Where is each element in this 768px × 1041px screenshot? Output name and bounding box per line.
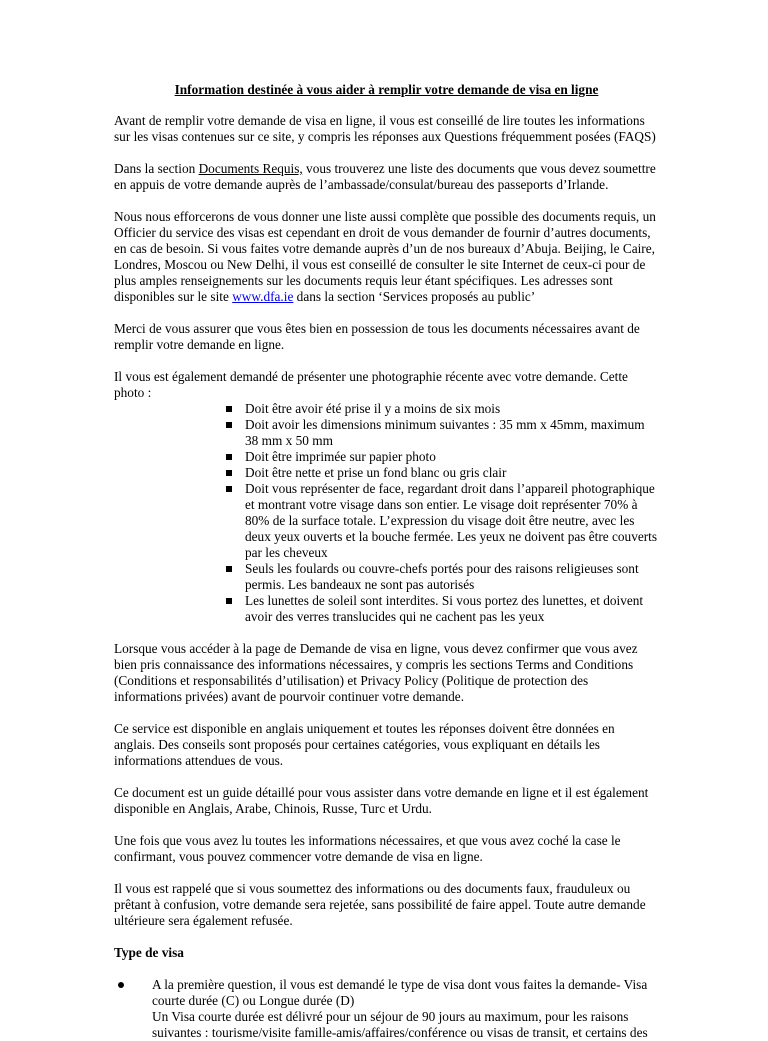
paragraph-text: vous trouverez une liste des documents que vous devez soumettre en appuis de votre demande auprès de l’ambassade/consulat/bureau des passeports d’Irlande. xyxy=(114,161,656,192)
square-bullet-icon xyxy=(226,566,232,572)
list-item xyxy=(114,977,659,1041)
round-bullet-icon xyxy=(118,982,124,988)
language-paragraph: Ce service est disponible en anglais uniquement et toutes les réponses doivent être données en anglais. Des conseils sont proposés pour certaines catégories, vous expliquant en détails les informations attendues de vous. xyxy=(114,721,615,768)
document-title: Information destinée à vous aider à remplir votre demande de visa en ligne xyxy=(174,82,599,97)
list-item-text: Doit être nette et prise un fond blanc ou gris clair xyxy=(245,465,507,480)
list-item xyxy=(114,449,659,465)
list-item-text: Les lunettes de soleil sont interdites. Si vous portez des lunettes, et doivent avoir des verres translucides qui ne cachent pas les yeux xyxy=(245,593,644,624)
list-item xyxy=(114,481,659,561)
list-item-text: Doit être imprimée sur papier photo xyxy=(245,449,436,464)
paragraph-text: Dans la section xyxy=(114,161,199,176)
documents-list-paragraph xyxy=(114,209,659,305)
visa-type-list xyxy=(114,977,659,1041)
square-bullet-icon xyxy=(226,406,232,412)
square-bullet-icon xyxy=(226,454,232,460)
list-item xyxy=(114,561,659,593)
section-heading-type-visa: Type de visa xyxy=(114,945,184,960)
paragraph-text: Nous nous efforcerons de vous donner une liste aussi complète que possible des documents requis, un Officier du service des visas est cependant en droit de vous demander de fournir d’autres documents, en cas de besoin. Si vous faites votre demande auprès d’un de nos bureaux d’Abuja. Beijing, le Caire, Londres, Moscou ou New Delhi, il vous est conseillé de consulter le site Internet de ceux-ci pour de plus amples renseignements sur les documents requis leur étant spécifiques. Les adresses sont disponibles sur le site xyxy=(114,209,656,304)
terms-paragraph: Lorsque vous accéder à la page de Demande de visa en ligne, vous devez confirmer que vous avez bien pris connaissance des informations nécessaires, y compris les sections Terms and Conditions (Conditions et responsabilités d’utilisation) et Privacy Policy (Politique de protection des informations privées) avant de pourvoir continuer votre demande. xyxy=(114,641,638,704)
list-item-text: A la première question, il vous est demandé le type de visa dont vous faites la demande- Visa courte durée (C) ou Longue durée (D) xyxy=(152,977,648,1008)
guide-paragraph: Ce document est un guide détaillé pour vous assister dans votre demande en ligne et il est également disponible en Anglais, Arabe, Chinois, Russe, Turc et Urdu. xyxy=(114,785,649,816)
list-item-text: Un Visa courte durée est délivré pour un séjour de 90 jours au maximum, pour les raisons suivantes : tourisme/visite famille-amis/affaires/conférence ou visas de transit, et certains des xyxy=(152,1009,648,1040)
confirmation-paragraph: Une fois que vous avez lu toutes les informations nécessaires, et que vous avez coché la case le confirmant, vous pouvez commencer votre demande de visa en ligne. xyxy=(114,833,621,864)
intro-paragraph: Avant de remplir votre demande de visa en ligne, il vous est conseillé de lire toutes les informations sur les visas contenues sur ce site, y compris les réponses aux Questions fréquemment posées (FAQS) xyxy=(114,113,656,144)
list-item-text: Doit avoir les dimensions minimum suivantes : 35 mm x 45mm, maximum 38 mm x 50 mm xyxy=(245,417,645,448)
list-item xyxy=(114,465,659,481)
square-bullet-icon xyxy=(226,486,232,492)
list-item xyxy=(114,593,659,625)
required-documents-paragraph xyxy=(114,161,659,193)
photo-intro-paragraph: Il vous est également demandé de présenter une photographie récente avec votre demande. Cette photo : xyxy=(114,369,628,400)
documents-check-paragraph: Merci de vous assurer que vous êtes bien en possession de tous les documents nécessaires avant de remplir votre demande en ligne. xyxy=(114,321,640,352)
square-bullet-icon xyxy=(226,422,232,428)
paragraph-text: dans la section ‘Services proposés au public’ xyxy=(293,289,536,304)
dfa-website-link[interactable]: www.dfa.ie xyxy=(232,289,294,304)
square-bullet-icon xyxy=(226,598,232,604)
list-item-text: Seuls les foulards ou couvre-chefs portés pour des raisons religieuses sont permis. Les bandeaux ne sont pas autorisés xyxy=(245,561,639,592)
photo-requirements-list xyxy=(114,401,659,625)
list-item-text: Doit être avoir été prise il y a moins de six mois xyxy=(245,401,501,416)
list-item xyxy=(114,417,659,449)
list-item-text: Doit vous représenter de face, regardant droit dans l’appareil photographique et montrant votre visage dans son entier. Le visage doit représenter 70% à 80% de la surface totale. L’expression du visage doit être neutre, avec les deux yeux ouverts et la bouche fermée. Les yeux ne doivent pas être couverts par les cheveux xyxy=(245,481,658,560)
document-page xyxy=(114,82,659,1041)
square-bullet-icon xyxy=(226,470,232,476)
list-item xyxy=(114,401,659,417)
warning-paragraph: Il vous est rappelé que si vous soumettez des informations ou des documents faux, frauduleux ou prêtant à confusion, votre demande sera rejetée, sans possibilité de faire appel. Toute autre demande ultérieure sera également refusée. xyxy=(114,881,646,928)
documents-requis-link[interactable]: Documents Requis, xyxy=(198,161,303,176)
